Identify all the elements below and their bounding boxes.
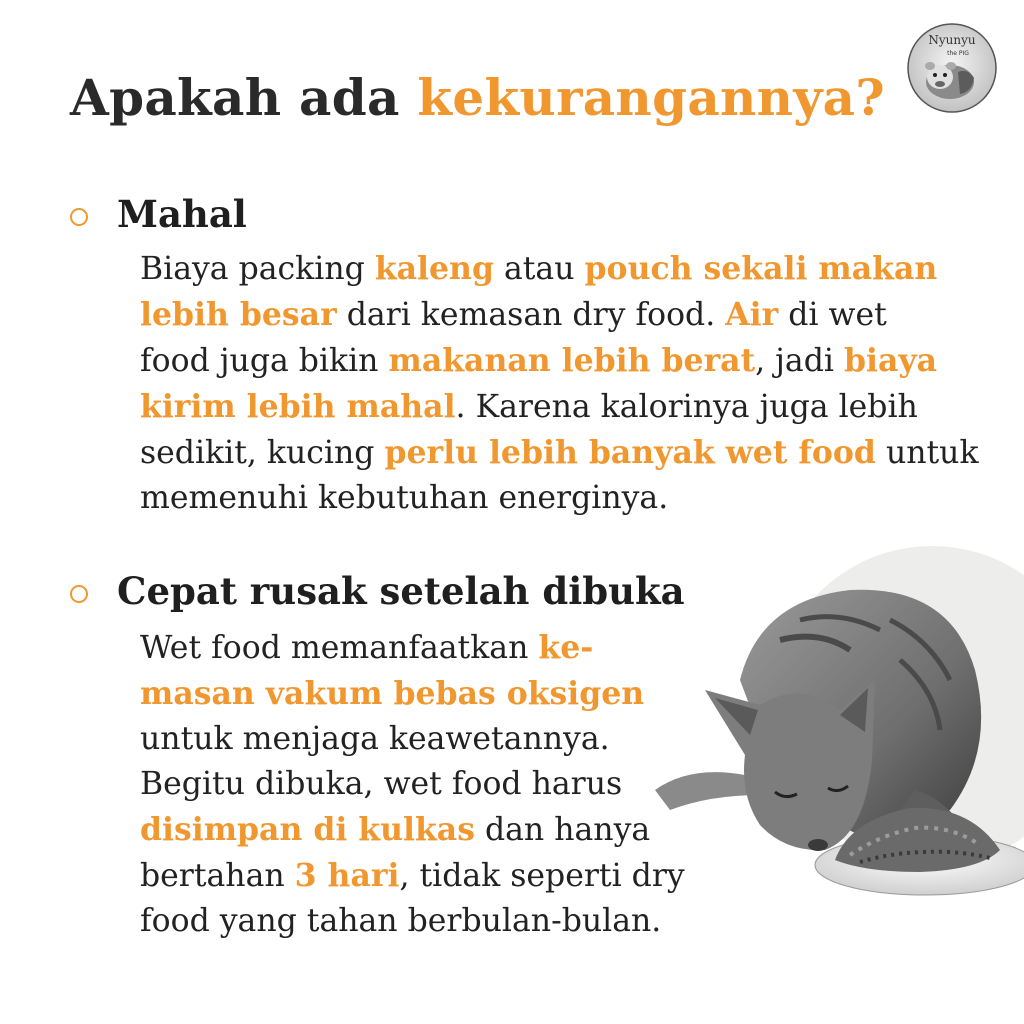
body-text: Wet food memanfaatkan xyxy=(140,630,539,666)
bullet-icon-cepat-rusak xyxy=(70,585,88,603)
highlighted-text: kirim lebih mahal xyxy=(140,388,456,425)
body-text: di wet xyxy=(778,297,887,333)
body-text: sedikit, kucing xyxy=(140,435,385,471)
body-text: Begitu dibuka, wet food harus xyxy=(140,766,623,802)
body-text: , tidak seperti dry xyxy=(399,858,685,894)
body-text: untuk menjaga keawetannya. xyxy=(140,721,610,757)
paragraph-line xyxy=(140,762,685,807)
paragraph-line xyxy=(140,384,979,430)
highlighted-text: ke- xyxy=(538,629,594,666)
body-text: memenuhi kebutuhan energinya. xyxy=(140,480,669,516)
body-text: , jadi xyxy=(755,343,844,379)
title-highlight: kekurangannya? xyxy=(417,68,885,127)
logo-text-1: Nyunyu xyxy=(928,33,976,47)
body-text: . Karena kalorinya juga lebih xyxy=(455,389,918,425)
highlighted-text: masan vakum bebas oksigen xyxy=(140,675,645,712)
paragraph-line xyxy=(140,625,685,671)
pig-logo-icon xyxy=(906,22,998,114)
body-text: atau xyxy=(493,251,585,287)
highlighted-text: pouch sekali makan xyxy=(584,250,938,287)
logo-text-2: the PIG xyxy=(947,50,969,57)
body-text: dari kemasan dry food. xyxy=(336,297,726,333)
highlighted-text: Air xyxy=(725,296,779,333)
body-text: bertahan xyxy=(140,858,295,894)
paragraph-line xyxy=(140,430,979,476)
paragraph-line xyxy=(140,292,979,338)
paragraph-line xyxy=(140,671,685,717)
body-text: food yang tahan berbulan-bulan. xyxy=(140,903,662,939)
title-prefix: Apakah ada xyxy=(70,68,418,127)
page-title xyxy=(70,68,885,127)
highlighted-text: biaya xyxy=(843,342,938,379)
body-text: Biaya packing xyxy=(140,251,375,287)
paragraph-line xyxy=(140,807,685,853)
highlighted-text: lebih besar xyxy=(140,296,337,333)
body-text: dan hanya xyxy=(474,812,651,848)
highlighted-text: perlu lebih banyak wet food xyxy=(384,434,876,471)
heading-cepat-rusak: Cepat rusak setelah dibuka xyxy=(117,569,685,613)
highlighted-text: kaleng xyxy=(374,250,494,287)
cat-eating-photo xyxy=(650,560,1024,920)
bullet-icon-mahal xyxy=(70,208,88,226)
paragraph-mahal xyxy=(140,246,979,521)
body-text: untuk xyxy=(875,435,979,471)
paragraph-line xyxy=(140,717,685,762)
paragraph-line xyxy=(140,899,685,944)
highlighted-text: 3 hari xyxy=(294,857,400,894)
paragraph-line xyxy=(140,246,979,292)
paragraph-line xyxy=(140,476,979,521)
body-text: food juga bikin xyxy=(140,343,389,379)
highlighted-text: disimpan di kulkas xyxy=(140,811,475,848)
paragraph-line xyxy=(140,338,979,384)
paragraph-cepat-rusak xyxy=(140,625,685,944)
paragraph-line xyxy=(140,853,685,899)
heading-mahal: Mahal xyxy=(117,192,247,236)
highlighted-text: makanan lebih berat xyxy=(388,342,756,379)
